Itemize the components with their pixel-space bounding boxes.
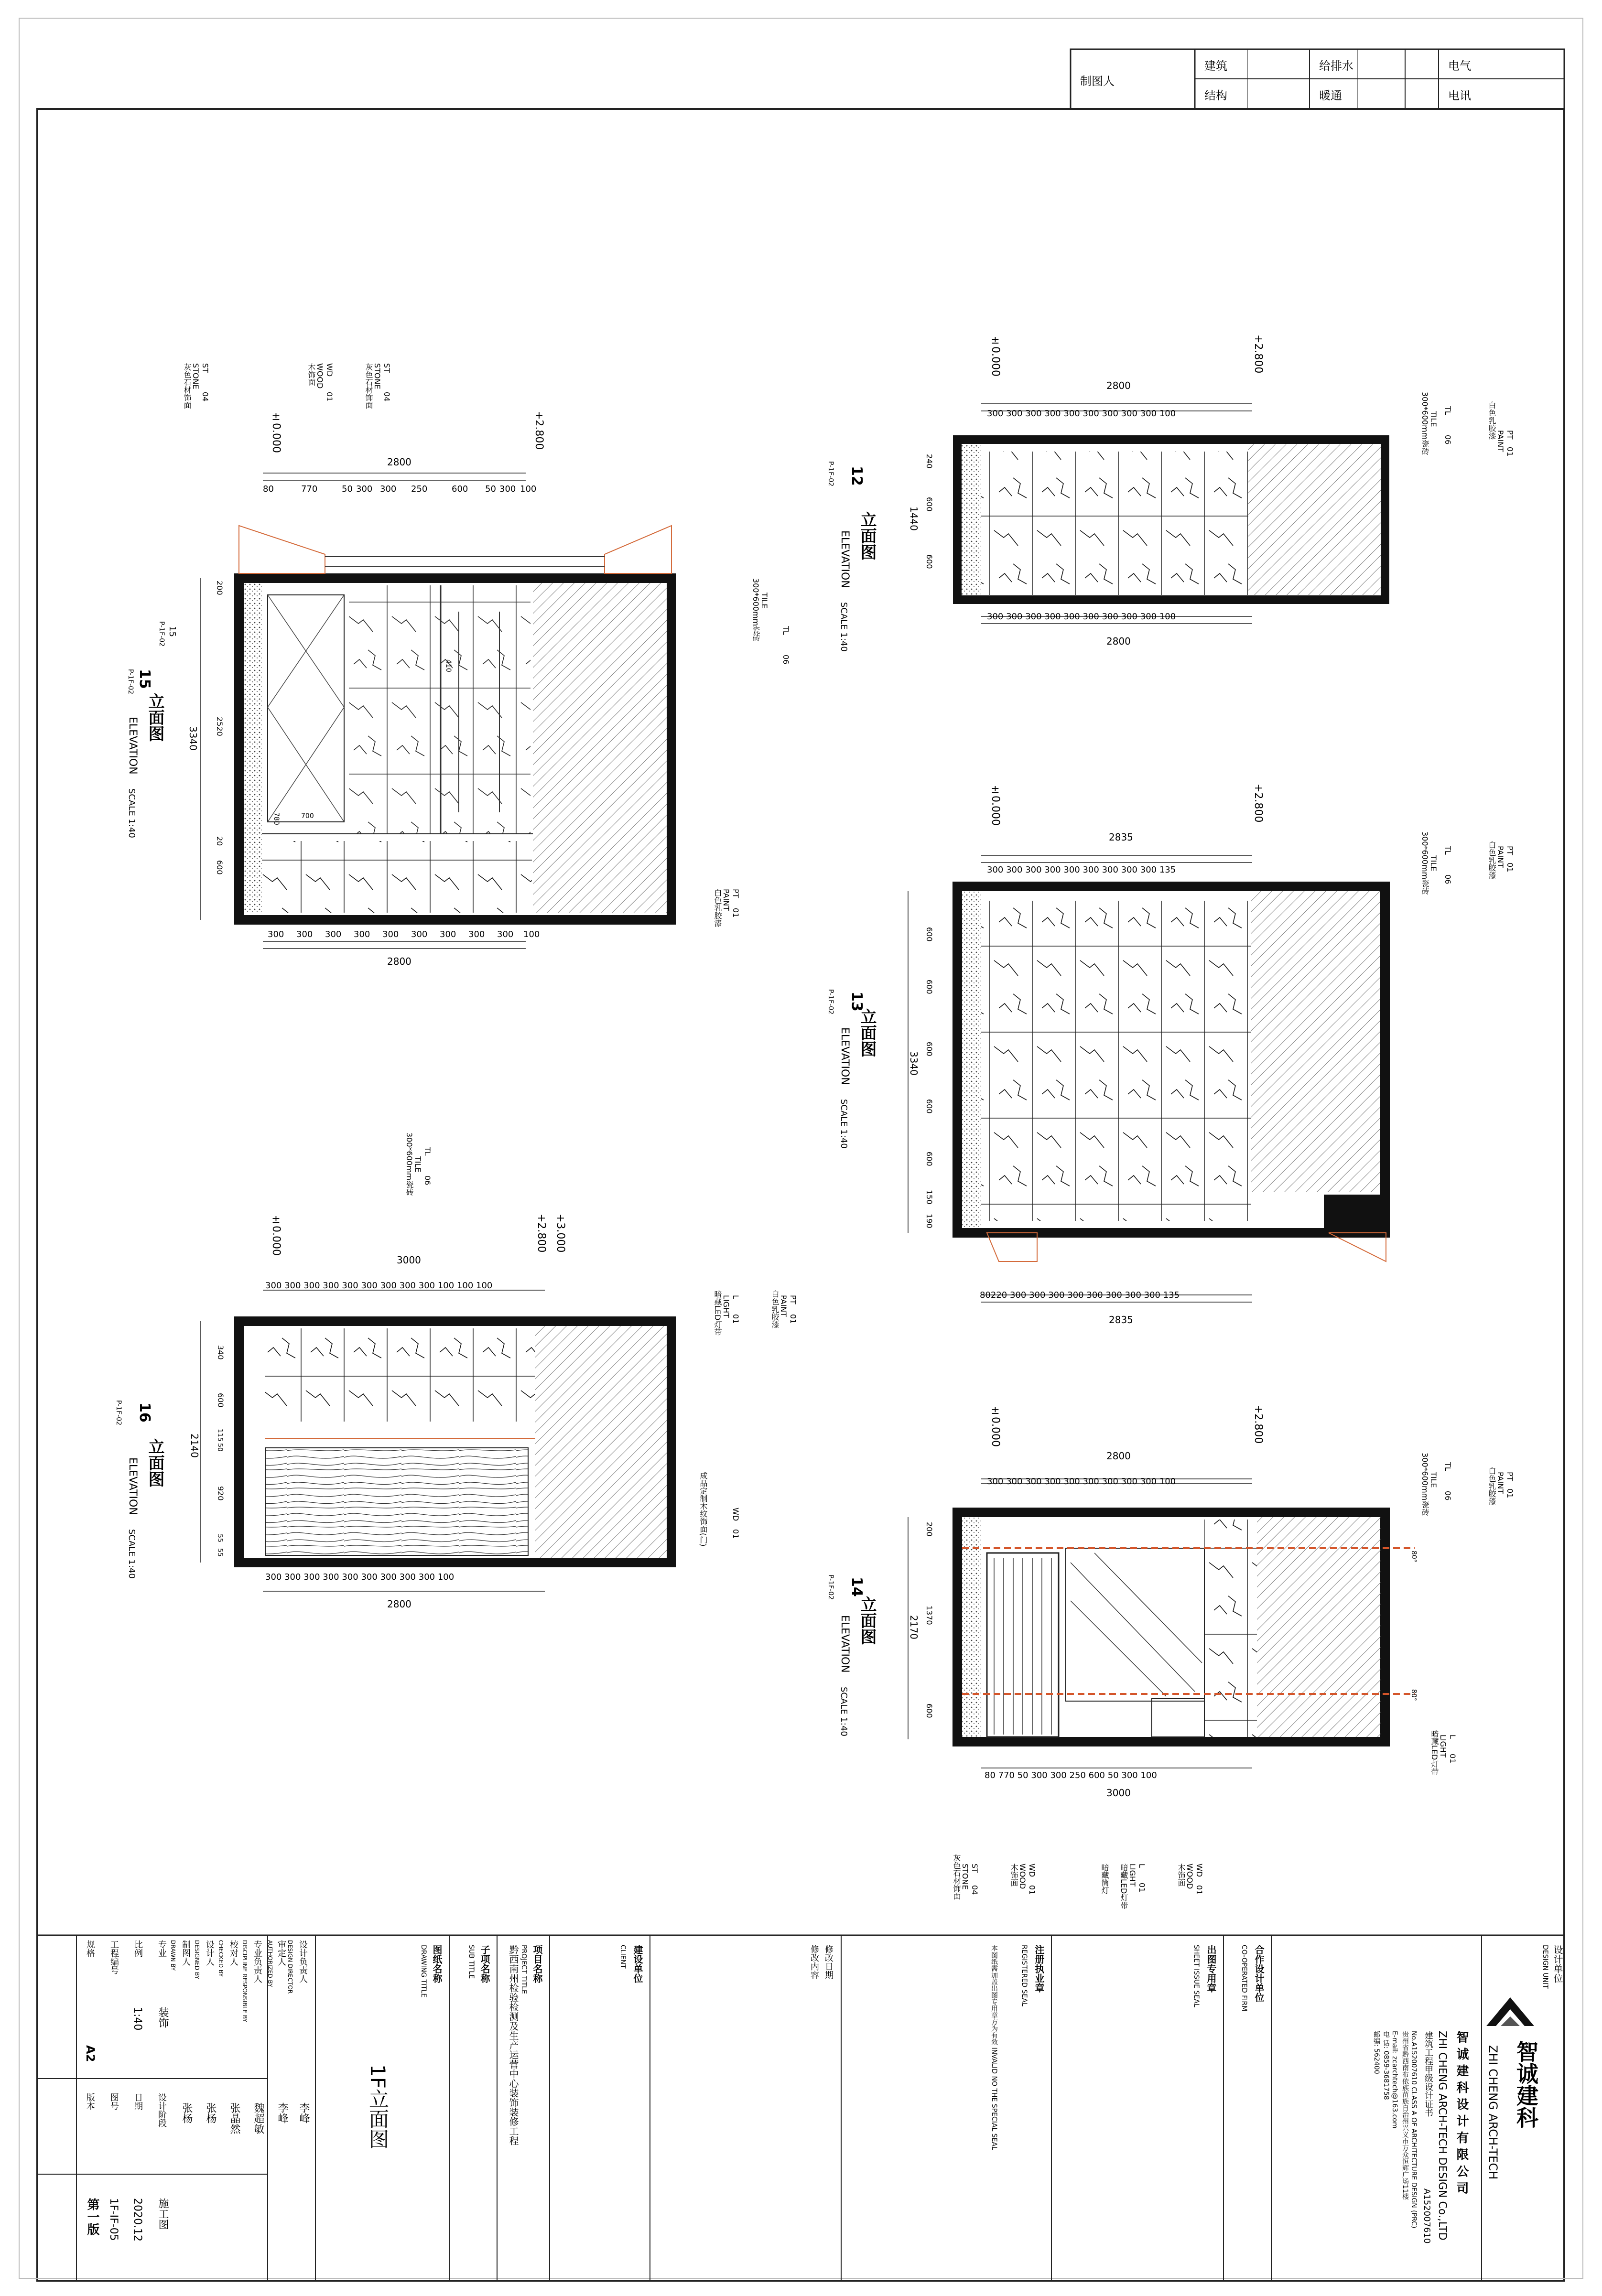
- role-label: 专业负责人: [252, 1940, 262, 1983]
- elevation-14-tag-num: 01: [1505, 1488, 1515, 1498]
- elevation-16-scale: SCALE 1:40: [127, 1529, 137, 1579]
- elevation-16-bottom-total: 2800: [387, 1598, 411, 1610]
- role-en: DESIGNED BY: [194, 1940, 200, 1979]
- elevation-16-drawing: [239, 1321, 671, 1563]
- scale-label: 比例: [133, 1940, 143, 1957]
- elevation-12-bottom-total: 2800: [1106, 636, 1131, 647]
- date-value: 2020.12: [131, 2198, 143, 2242]
- elevation-14-scale: SCALE 1:40: [839, 1687, 849, 1736]
- elevation-14-tag-en: STONE: [961, 1864, 970, 1890]
- elevation-13-tag-cn: 白色乳胶漆: [1487, 841, 1496, 879]
- elevation-12-tag-en: PAINT: [1496, 430, 1505, 453]
- company-full-en: ZHI CHENG ARCH-TECH DESIGN Co.,LTD: [1436, 2031, 1448, 2241]
- elevation-15-top-dim: 600: [452, 484, 468, 494]
- version-label: 版本: [85, 2093, 95, 2110]
- elevation-16-tag-code: WD: [731, 1508, 740, 1521]
- elevation-14-top-dims: 300 300 300 300 300 300 300 300 300 100: [987, 1477, 1176, 1487]
- elevation-16-level-top: +3.000: [554, 1214, 566, 1253]
- elevation-15-tag-num: 06: [781, 655, 790, 665]
- role-label: 校对人: [228, 1940, 238, 1966]
- seal-en: SHEET ISSUE SEAL: [1192, 1945, 1200, 2007]
- elevation-14-tag-en: PAINT: [1496, 1472, 1505, 1494]
- elevation-12-side-dim: 240: [925, 454, 934, 469]
- elevation-15-id: 15: [136, 669, 153, 689]
- cert-cn: 建筑工程甲级设计证书: [1423, 2031, 1433, 2117]
- elevation-14-drawing: [957, 1512, 1415, 1742]
- elevation-15-tag-en: WOOD: [315, 363, 325, 389]
- elevation-15-side-dim: 20: [215, 836, 224, 846]
- company-address: 贵州省黔西南布依族苗族自治州兴义市万众恒辉广场11楼: [1401, 2031, 1409, 2200]
- elevation-14-tag-cn: 木饰面: [1177, 1864, 1186, 1886]
- elevation-12-side-total: 1440: [908, 507, 920, 531]
- project-name: 黔西南州检验检测及生产运营中心装饰装修工程: [508, 1945, 519, 2145]
- section-marker-15-ref: P-1F-02: [158, 621, 165, 647]
- elevation-15-scale: SCALE 1:40: [127, 788, 137, 838]
- elevation-12-side-dim: 600: [925, 497, 934, 512]
- elevation-15-bottom-dim: 300: [440, 929, 456, 939]
- client-en: CLIENT: [619, 1945, 627, 1969]
- elevation-14-tag-cn: 300*600mm瓷砖: [1420, 1453, 1429, 1516]
- elevation-12-drawing: [957, 440, 1385, 600]
- elevation-14-tag-num: 01: [1448, 1754, 1457, 1764]
- elevation-16-id: 16: [136, 1402, 153, 1423]
- sub-title-label: 子项名称: [479, 1945, 490, 1983]
- elevation-13-tag-en: PAINT: [1496, 846, 1505, 868]
- sheet-no-label: 图号: [109, 2093, 119, 2110]
- elevation-14-en: ELEVATION: [839, 1615, 851, 1673]
- scale-value: 1:40: [131, 2007, 143, 2031]
- elevation-14-tag-code: TL: [1443, 1462, 1452, 1471]
- registered-seal-label: 注册执业章: [1033, 1945, 1045, 1993]
- elevation-15-bottom-total: 2800: [387, 956, 411, 967]
- elevation-13-scale: SCALE 1:40: [839, 1099, 849, 1149]
- elevation-15-top-dim: 50: [342, 484, 353, 494]
- elevation-12-id: 12: [848, 466, 865, 486]
- elevation-15-top-dim: 300: [380, 484, 397, 494]
- elevation-15-inner-dim: 410: [444, 659, 452, 672]
- elevation-15-top-dim: 300: [499, 484, 516, 494]
- elevation-15-top-dim: 80: [263, 484, 274, 494]
- elevation-15-en: ELEVATION: [127, 717, 139, 775]
- version-value: 第一版: [85, 2198, 99, 2235]
- elevation-14-tag-code: WD: [1195, 1864, 1204, 1877]
- elevation-16-tag-code: TL: [423, 1147, 432, 1156]
- elevation-12-en: ELEVATION: [839, 530, 851, 588]
- elevation-16-side-dim: 55: [216, 1548, 224, 1557]
- elevation-16-side-dim: 600: [216, 1393, 225, 1408]
- elevation-15-side-dim: 2520: [215, 717, 224, 736]
- elevation-16-bottom-dims: 300 300 300 300 300 300 300 300 300 100: [265, 1572, 455, 1582]
- title-block-frame: [37, 1935, 1564, 2281]
- invalid-note: 本图纸需加盖出图专用章方为有效 INVALID NO THE SPECIAL SEAL: [990, 1945, 998, 2150]
- role-en: DRAWN BY: [170, 1940, 176, 1971]
- elevation-15-tag-code: TL: [781, 626, 790, 635]
- elevation-15-side-dim: 200: [215, 581, 224, 595]
- coop-en: CO-OPERATED FIRM: [1240, 1945, 1248, 2012]
- elevation-15-drawing: [239, 526, 671, 920]
- company-logo-icon: [1486, 1997, 1534, 2026]
- company-full-cn: 智 诚 建 科 设 计 有 限 公 司: [1454, 2031, 1469, 2194]
- elevation-14-level-high: +2.800: [1252, 1405, 1264, 1444]
- elevation-12-tag-num: 01: [1505, 447, 1515, 457]
- role-en: CHECKED BY: [217, 1940, 224, 1977]
- elevation-15-bottom-dim: 300: [468, 929, 485, 939]
- elevation-12-level-high: +2.800: [1252, 334, 1264, 374]
- role-label: 制图人: [181, 1940, 191, 1966]
- role-name: 张杨: [205, 2102, 216, 2124]
- elevation-13-side-dim: 600: [925, 1042, 934, 1056]
- elevation-16-tag-cn: 300*600mm瓷砖: [405, 1132, 414, 1196]
- header-drawer-label: 制图人: [1080, 75, 1115, 88]
- elevation-14-side-dim: 1370: [925, 1606, 934, 1625]
- revision-content-label: 修改内容: [809, 1945, 819, 1979]
- elevation-12-tag-code: PT: [1505, 430, 1515, 440]
- elevation-12-title: 立面图: [857, 511, 877, 560]
- elevation-13-tag-num: 01: [1505, 862, 1515, 873]
- elevation-14-tag-num: 06: [1443, 1491, 1452, 1501]
- elevation-16-tag-en: LIGHT: [722, 1295, 731, 1318]
- company-name-cn: 智诚建科: [1513, 2040, 1539, 2128]
- role-name: 李峰: [276, 2102, 288, 2124]
- role-label: 设计人: [205, 1940, 215, 1966]
- elevation-12-tag-cn: 白色乳胶漆: [1487, 401, 1496, 440]
- elevation-13-tag-code: TL: [1443, 846, 1452, 855]
- elevation-15-tag-code: WD: [325, 363, 334, 377]
- elevation-15-tag-code: PT: [731, 889, 740, 898]
- elevation-16-tag-num: 01: [731, 1529, 740, 1539]
- elevation-14-bottom-total: 3000: [1106, 1787, 1131, 1799]
- elevation-12-top-dims: 300 300 300 300 300 300 300 300 300 100: [987, 409, 1176, 419]
- elevation-14-tag-num: 01: [1195, 1885, 1204, 1895]
- sheet-no-value: 1F-IF-05: [108, 2198, 119, 2241]
- elevation-15-tag-num: 04: [382, 392, 391, 402]
- specialty-label: 专业: [157, 1940, 167, 1957]
- elevation-16-en: ELEVATION: [127, 1457, 139, 1515]
- elevation-12-ref: P-1F-02: [827, 461, 834, 487]
- elevation-14-tag-cn: 暗藏筒灯: [1100, 1864, 1109, 1894]
- elevation-15-tag-code: ST: [201, 363, 210, 373]
- elevation-13-drawing: [957, 886, 1386, 1261]
- elevation-15-top-dim: 300: [356, 484, 373, 494]
- company-email: E-mail: zcarchtech@163.com: [1391, 2031, 1398, 2129]
- role-en: AUTHORIZED BY: [267, 1940, 273, 1987]
- elevation-14-tag-num: 01: [1028, 1885, 1037, 1895]
- elevation-15-bottom-dim: 300: [296, 929, 313, 939]
- elevation-15-tag-code: ST: [382, 363, 391, 373]
- elevation-14-mirror-mark: 80°: [1410, 1551, 1418, 1563]
- elevation-15-top-dim: 100: [520, 484, 537, 494]
- elevation-15-tag-cn: 300*600mm瓷砖: [751, 578, 760, 642]
- elevation-13-level-low: ±0.000: [989, 784, 1001, 826]
- specialty-value: 装饰: [157, 2007, 169, 2028]
- elevation-16-tag-num: 01: [789, 1314, 798, 1324]
- registered-seal-en: REGISTERED SEAL: [1020, 1945, 1028, 2006]
- drawing-title-label: 图纸名称: [431, 1945, 443, 1983]
- sub-title-en: SUB TITLE: [467, 1945, 475, 1979]
- elevation-14-tag-cn: 灰色石材饰面: [952, 1854, 961, 1900]
- elevation-13-tag-cn: 300*600mm瓷砖: [1420, 831, 1429, 895]
- elevation-15-side-total: 3340: [187, 726, 199, 751]
- elevation-15-bottom-dim: 300: [497, 929, 514, 939]
- elevation-15-tag-en: STONE: [191, 363, 200, 389]
- elevation-15-tag-en: STONE: [373, 363, 382, 389]
- elevation-14-tag-num: 04: [970, 1885, 979, 1895]
- elevation-14-tag-code: ST: [970, 1864, 979, 1873]
- elevation-16-side-total: 2140: [189, 1434, 200, 1458]
- project-en: PROJECT TITLE: [520, 1945, 528, 1994]
- elevation-15-bottom-dim: 100: [523, 929, 540, 939]
- project-no-label: 工程编号: [109, 1940, 119, 1974]
- elevation-14-tag-cn: 木饰面: [1009, 1864, 1018, 1886]
- header-cell-architecture: 建筑: [1204, 59, 1227, 73]
- elevation-16-side-dim: 55: [216, 1534, 224, 1542]
- elevation-13-en: ELEVATION: [839, 1027, 851, 1085]
- elevation-12-level-low: ±0.000: [989, 334, 1001, 377]
- size-value: A2: [84, 2045, 97, 2062]
- elevation-14-tag-code: WD: [1028, 1864, 1037, 1877]
- elevation-14-tag-en: LIGHT: [1128, 1864, 1137, 1886]
- seal-label: 出图专用章: [1205, 1945, 1217, 1993]
- header-cell-electrical: 电气: [1448, 59, 1471, 73]
- elevation-13-tag-en: TILE: [1429, 855, 1438, 872]
- elevation-15-ref: P-1F-02: [127, 669, 134, 695]
- elevation-13-ref: P-1F-02: [827, 989, 834, 1015]
- elevation-16-side-dim: 920: [216, 1486, 225, 1501]
- elevation-15-tag-en: PAINT: [722, 889, 731, 911]
- elevation-13-side-dim: 600: [925, 1099, 934, 1114]
- elevation-13-top-dims: 300 300 300 300 300 300 300 300 300 135: [987, 865, 1176, 875]
- elevation-16-level-high: +2.800: [535, 1214, 547, 1253]
- elevation-15-tag-cn: 灰色石材饰面: [183, 363, 192, 409]
- elevation-15-top-dim: 770: [301, 484, 318, 494]
- stage-value: 施工图: [157, 2198, 169, 2230]
- elevation-14-id: 14: [848, 1577, 865, 1597]
- elevation-16-tag-num: 06: [423, 1175, 432, 1186]
- role-label: 审定人: [276, 1940, 286, 1966]
- elevation-15-tag-cn: 灰色石材饰面: [364, 363, 373, 409]
- elevation-16-tag-num: 01: [731, 1314, 740, 1324]
- elevation-15-top-total: 2800: [387, 456, 411, 468]
- elevation-15-inner-dim: 700: [301, 812, 314, 820]
- elevation-15-tag-cn: 白色乳胶漆: [713, 889, 722, 927]
- elevation-12-tag-en: TILE: [1429, 411, 1438, 427]
- elevation-16-tag-cn: 成品定制木纹饰面(门): [699, 1472, 708, 1547]
- header-cell-hvac: 暖通: [1319, 89, 1342, 102]
- elevation-14-tag-en: WOOD: [1018, 1864, 1027, 1889]
- elevation-16-side-dim: 115: [216, 1429, 224, 1442]
- date-label: 日期: [133, 2093, 143, 2110]
- elevation-13-id: 13: [848, 992, 865, 1012]
- company-tel: 电 话: 0859-3681758: [1382, 2031, 1390, 2100]
- elevation-15-top-dim: 250: [411, 484, 428, 494]
- elevation-13-side-dim: 150: [925, 1190, 934, 1205]
- elevation-14-tag-code: L: [1137, 1864, 1147, 1868]
- role-name: 魏超敏: [252, 2102, 264, 2134]
- elevation-14-title: 立面图: [857, 1596, 877, 1645]
- project-label: 项目名称: [531, 1945, 543, 1983]
- elevation-16-ref: P-1F-02: [115, 1400, 122, 1426]
- coop-label: 合作设计单位: [1253, 1945, 1265, 2002]
- elevation-15-bottom-dim: 300: [268, 929, 284, 939]
- elevation-15-bottom-dim: 300: [382, 929, 399, 939]
- elevation-16-side-dim: 50: [216, 1443, 224, 1452]
- elevation-15-level-high: +2.800: [533, 411, 545, 450]
- elevation-16-side-dim: 340: [216, 1345, 225, 1360]
- elevation-15-tag-num: 01: [325, 392, 334, 402]
- design-unit-en: DESIGN UNIT: [1541, 1945, 1549, 1989]
- elevation-15-title: 立面图: [145, 693, 164, 742]
- elevation-14-tag-code: L: [1448, 1735, 1457, 1739]
- elevation-13-side-dim: 600: [925, 980, 934, 994]
- elevation-14-mirror-mark: 80°: [1410, 1689, 1418, 1701]
- size-label: 规格: [85, 1940, 95, 1957]
- elevation-15-tag-num: 04: [201, 392, 210, 402]
- elevation-15-bottom-dim: 300: [411, 929, 428, 939]
- elevation-14-top-total: 2800: [1106, 1450, 1131, 1462]
- elevation-16-tag-en: TILE: [413, 1156, 422, 1173]
- revision-date-label: 修改日期: [823, 1945, 833, 1979]
- cert-en: No.A152007610 CLASS A OF ARCHITECTURE DESIGN (PRC): [1410, 2031, 1418, 2229]
- elevation-15-top-dim: 50: [485, 484, 496, 494]
- elevation-15-side-dim: 600: [215, 860, 224, 875]
- elevation-14-bottom-dims: 80 770 50 300 300 250 600 50 300 100: [985, 1770, 1157, 1780]
- elevation-13-side-dim: 600: [925, 1152, 934, 1166]
- client-label: 建设单位: [632, 1945, 643, 1983]
- elevation-13-side-total: 3340: [908, 1051, 920, 1076]
- elevation-15-tag-num: 01: [731, 908, 740, 918]
- header-cell-plumbing: 给排水: [1319, 59, 1353, 73]
- elevation-16-tag-cn: 暗藏LED灯带: [713, 1290, 722, 1336]
- role-en: DISCIPLINE RESPONSIBLE BY: [241, 1940, 248, 2022]
- header-cell-structure: 结构: [1204, 89, 1227, 102]
- elevation-16-top-total: 3000: [397, 1254, 421, 1266]
- elevation-16-tag-cn: 白色乳胶漆: [770, 1290, 779, 1328]
- elevation-12-tag-cn: 300*600mm瓷砖: [1420, 392, 1429, 455]
- elevation-15-bottom-dim: 300: [354, 929, 370, 939]
- elevation-13-tag-num: 06: [1443, 874, 1452, 884]
- stage-label: 设计阶段: [157, 2093, 167, 2127]
- role-en: DESIGN DIRECTOR: [287, 1940, 293, 1994]
- elevation-15-bottom-dim: 300: [325, 929, 342, 939]
- section-marker-15: 15: [167, 626, 177, 637]
- elevation-14-tag-cn: 暗藏LED灯带: [1119, 1864, 1128, 1909]
- drawing-title: 1F立面图: [366, 2064, 390, 2149]
- elevation-14-level-low: ±0.000: [989, 1405, 1001, 1447]
- elevation-14-tag-cn: 白色乳胶漆: [1487, 1467, 1496, 1505]
- elevation-12-side-dim: 600: [925, 554, 934, 569]
- elevation-14-ref: P-1F-02: [827, 1574, 834, 1600]
- drawing-title-en: DRAWING TITLE: [420, 1945, 427, 1998]
- elevation-14-tag-code: PT: [1505, 1472, 1515, 1481]
- elevation-15-tag-en: TILE: [760, 593, 769, 609]
- elevation-13-title: 立面图: [857, 1008, 877, 1057]
- elevation-16-tag-code: L: [731, 1295, 740, 1299]
- elevation-14-tag-en: TILE: [1429, 1472, 1438, 1488]
- elevation-13-level-high: +2.800: [1252, 784, 1264, 823]
- role-name: 李峰: [298, 2102, 310, 2124]
- header-table: [1071, 49, 1564, 109]
- elevation-14-side-dim: 600: [925, 1703, 934, 1718]
- role-name: 张晶然: [228, 2102, 240, 2134]
- elevation-14-tag-cn: 暗藏LED灯带: [1430, 1730, 1439, 1776]
- elevation-16-level-low: ±0.000: [270, 1214, 282, 1256]
- elevation-13-side-dim: 600: [925, 927, 934, 942]
- elevation-12-scale: SCALE 1:40: [839, 602, 849, 652]
- elevation-13-tag-code: PT: [1505, 846, 1515, 855]
- elevation-14-side-total: 2170: [908, 1615, 920, 1639]
- elevation-16-tag-en: PAINT: [779, 1295, 788, 1317]
- header-cell-telecom: 电讯: [1448, 89, 1471, 102]
- elevation-12-bottom-dims: 300 300 300 300 300 300 300 300 300 100: [987, 612, 1176, 622]
- elevation-13-bottom-total: 2835: [1109, 1314, 1133, 1326]
- elevation-12-top-total: 2800: [1106, 380, 1131, 391]
- design-unit-label: 设计单位: [1552, 1945, 1563, 1983]
- elevation-12-tag-num: 06: [1443, 435, 1452, 445]
- elevation-15-tag-cn: 木饰面: [307, 363, 316, 386]
- company-logo-en: ZHI CHENG ARCH-TECH: [1486, 2045, 1500, 2180]
- role-name: 张杨: [181, 2102, 193, 2124]
- elevation-13-side-dim: 190: [925, 1214, 934, 1229]
- elevation-16-title: 立面图: [145, 1438, 164, 1487]
- elevation-15-inner-dim: 780: [272, 812, 280, 825]
- elevation-14-tag-num: 01: [1137, 1883, 1147, 1893]
- elevation-16-tag-code: PT: [789, 1295, 798, 1304]
- elevation-14-tag-en: LIGHT: [1439, 1735, 1448, 1757]
- role-label: 设计负责人: [298, 1940, 308, 1983]
- elevation-14-side-dim: 200: [925, 1522, 934, 1537]
- elevation-14-tag-en: WOOD: [1185, 1864, 1194, 1889]
- elevation-15-level-low: ±0.000: [270, 411, 282, 453]
- elevation-13-bottom-dims: 80220 300 300 300 300 300 300 300 300 135: [980, 1290, 1180, 1300]
- elevation-12-tag-code: TL: [1443, 406, 1452, 415]
- elevation-13-top-total: 2835: [1109, 831, 1133, 843]
- elevation-16-top-dims: 300 300 300 300 300 300 300 300 300 100 100 100: [265, 1281, 493, 1291]
- cert-no: A152007610: [1422, 2188, 1432, 2244]
- company-postcode: 邮编: 562400: [1373, 2031, 1380, 2074]
